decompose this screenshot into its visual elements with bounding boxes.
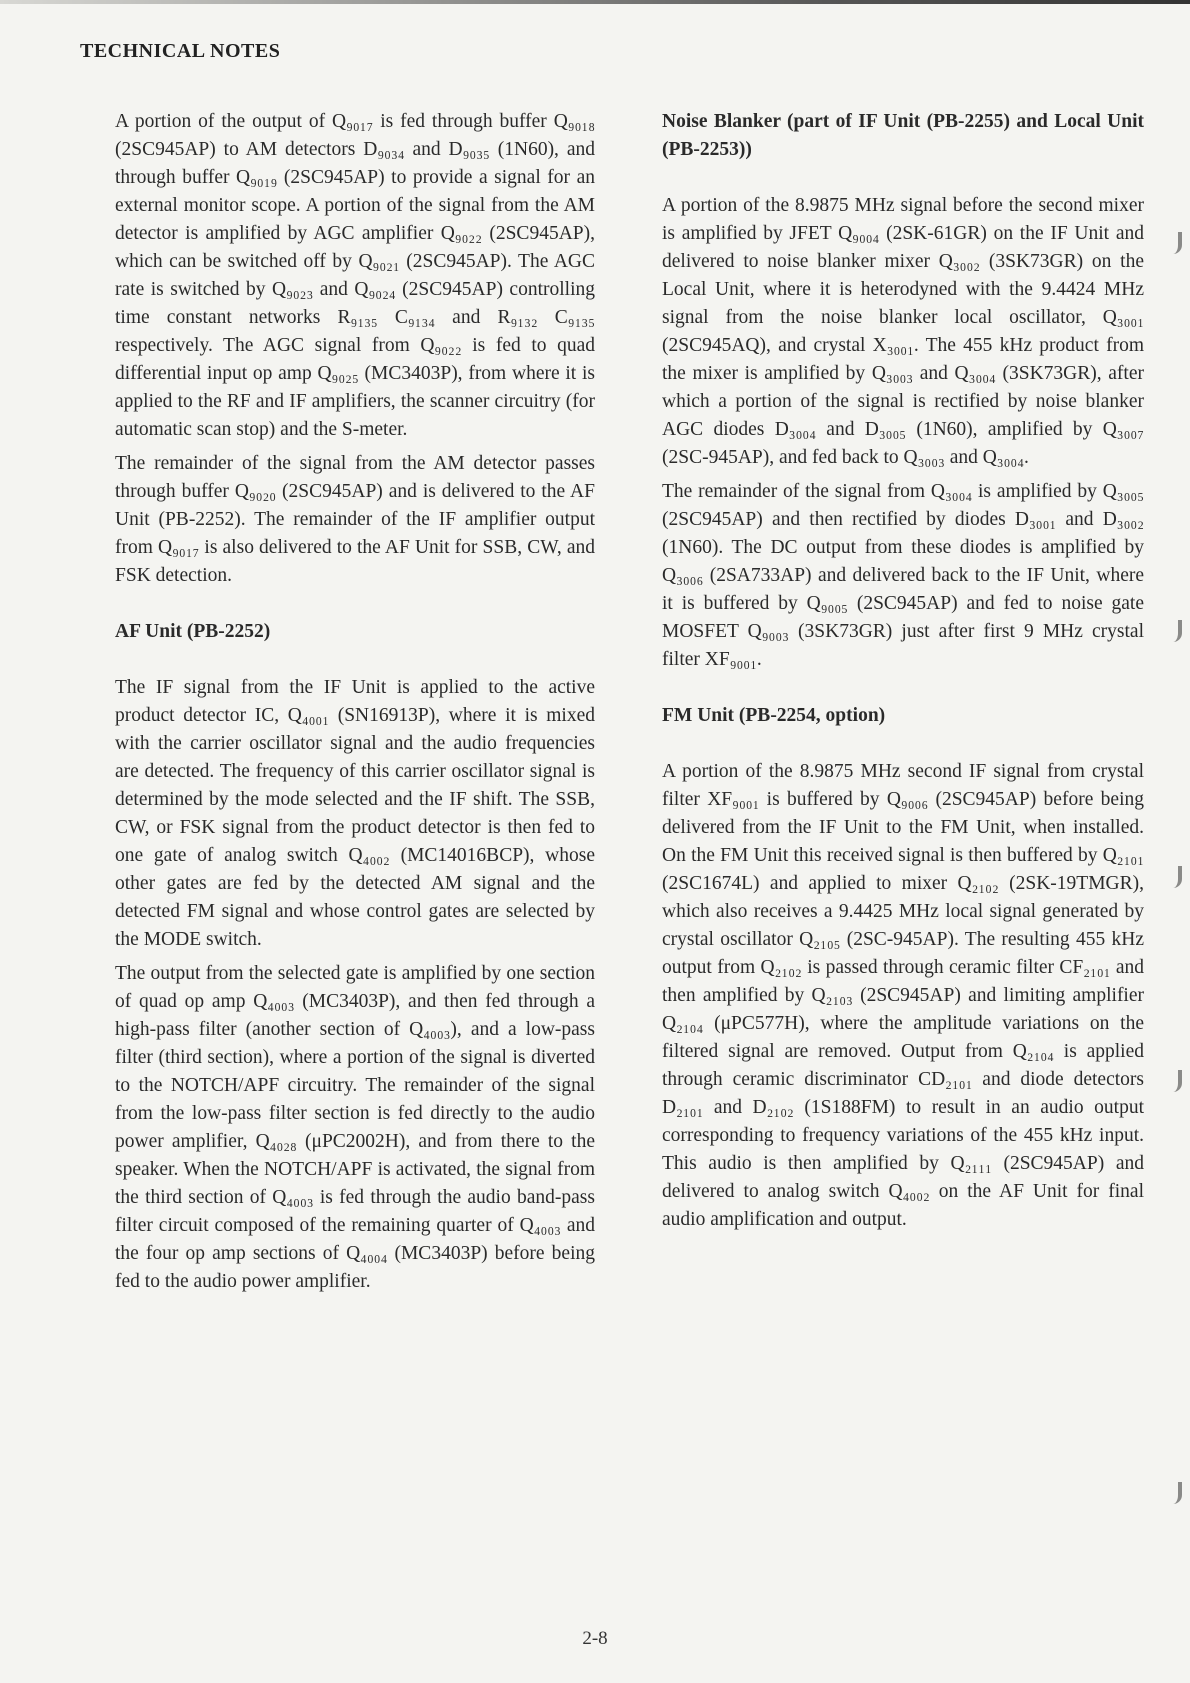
- right-column: [662, 108, 1144, 1240]
- page-number: 2-8: [582, 1628, 608, 1649]
- paragraph: The remainder of the signal from Q₃₀₀₄ is amplified by Q₃₀₀₅ (2SC945AP) and then rectified by diodes D₃₀₀₁ and D₃₀₀₂ (1N60). The DC output from these diodes is amplified by Q₃₀₀₆ (2SA733AP) and delivered back to the IF Unit, where it is buffered by Q₉₀₀₅ (2SC945AP) and fed to noise gate MOSFET Q₉₀₀₃ (3SK73GR) just after first 9 MHz crystal filter XF₉₀₀₁.: [662, 481, 1144, 670]
- spacer: [115, 646, 595, 674]
- spacer: [662, 680, 1144, 702]
- paragraph: The output from the selected gate is amplified by one section of quad op amp Q₄₀₀₃ (MC3403P), and then fed through a high-pass filter (another section of Q₄₀₀₃), and a low-pass filter (third section), where a portion of the signal is diverted to the NOTCH/APF circuitry. The remainder of the signal from the low-pass filter section is fed directly to the audio power amplifier, Q₄₀₂₈ (μPC2002H), and from there to the speaker. When the NOTCH/APF is activated, the signal from the third section of Q₄₀₀₃ is fed through the audio band-pass filter circuit composed of the remaining quarter of Q₄₀₀₃ and the four op amp sections of Q₄₀₀₄ (MC3403P) before being fed to the audio power amplifier.: [115, 963, 595, 1292]
- paragraph: A portion of the 8.9875 MHz signal before the second mixer is amplified by JFET Q₉₀₀₄ (2SK-61GR) on the IF Unit and delivered to noise blanker mixer Q₃₀₀₂ (3SK73GR) on the Local Unit, where it is heterodyned with the 9.4424 MHz signal from the noise blanker local oscillator, Q₃₀₀₁ (2SC945AQ), and crystal X₃₀₀₁. The 455 kHz product from the mixer is amplified by Q₃₀₀₃ and Q₃₀₀₄ (3SK73GR), after which a portion of the signal is rectified by noise blanker AGC diodes D₃₀₀₄ and D₃₀₀₅ (1N60), amplified by Q₃₀₀₇ (2SC-945AP), and fed back to Q₃₀₀₃ and Q₃₀₀₄.: [662, 195, 1144, 468]
- section-heading-af-unit: AF Unit (PB-2252): [115, 621, 271, 642]
- section-heading-noise-blanker: Noise Blanker (part of IF Unit (PB-2255) and Local Unit (PB-2253)): [662, 111, 1144, 160]
- page-header: TECHNICAL NOTES: [80, 40, 281, 62]
- spacer: [115, 596, 595, 618]
- paragraph: The IF signal from the IF Unit is applied to the active product detector IC, Q₄₀₀₁ (SN16913P), where it is mixed with the carrier oscillator signal and the audio frequencies are detected. The frequency of this carrier oscillator signal is determined by the mode selected and the IF shift. The SSB, CW, or FSK signal from the product detector is then fed to one gate of analog switch Q₄₀₀₂ (MC14016BCP), whose other gates are fed by the detected AM signal and the detected FM signal and whose control gates are selected by the MODE switch.: [115, 677, 595, 950]
- paragraph: The remainder of the signal from the AM detector passes through buffer Q₉₀₂₀ (2SC945AP) and is delivered to the AF Unit (PB-2252). The remainder of the IF amplifier output from Q₉₀₁₇ is also delivered to the AF Unit for SSB, CW, and FSK detection.: [115, 453, 595, 586]
- spacer: [662, 730, 1144, 758]
- top-rule: [0, 0, 1190, 4]
- paragraph: A portion of the output of Q₉₀₁₇ is fed through buffer Q₉₀₁₈ (2SC945AP) to AM detectors D₉₀₃₄ and D₉₀₃₅ (1N60), and through buffer Q₉₀₁₉ (2SC945AP) to provide a signal for an external monitor scope. A portion of the signal from the AM detector is amplified by AGC amplifier Q₉₀₂₂ (2SC945AP), which can be switched off by Q₉₀₂₁ (2SC945AP). The AGC rate is switched by Q₉₀₂₃ and Q₉₀₂₄ (2SC945AP) controlling time constant networks R₉₁₃₅ C₉₁₃₄ and R₉₁₃₂ C₉₁₃₅ respectively. The AGC signal from Q₉₀₂₂ is fed to quad differential input op amp Q₉₀₂₅ (MC3403P), from where it is applied to the RF and IF amplifiers, the scanner circuitry (for automatic scan stop) and the S-meter.: [115, 111, 595, 440]
- binding-hole-mark: [1164, 1482, 1182, 1504]
- binding-hole-mark: [1164, 620, 1182, 642]
- spacer: [662, 164, 1144, 192]
- binding-hole-mark: [1164, 1070, 1182, 1092]
- paragraph: A portion of the 8.9875 MHz second IF signal from crystal filter XF₉₀₀₁ is buffered by Q₉₀₀₆ (2SC945AP) before being delivered from the IF Unit to the FM Unit, when installed. On the FM Unit this received signal is then buffered by Q₂₁₀₁ (2SC1674L) and applied to mixer Q₂₁₀₂ (2SK-19TMGR), which also receives a 9.4425 MHz local signal generated by crystal oscillator Q₂₁₀₅ (2SC-945AP). The resulting 455 kHz output from Q₂₁₀₂ is passed through ceramic filter CF₂₁₀₁ and then amplified by Q₂₁₀₃ (2SC945AP) and limiting amplifier Q₂₁₀₄ (μPC577H), where the amplitude variations on the filtered signal are removed. Output from Q₂₁₀₄ is applied through ceramic discriminator CD₂₁₀₁ and diode detectors D₂₁₀₁ and D₂₁₀₂ (1S188FM) to result in an audio output corresponding to frequency variations of the 455 kHz input. This audio is then amplified by Q₂₁₁₁ (2SC945AP) and delivered to analog switch Q₄₀₀₂ on the AF Unit for final audio amplification and output.: [662, 761, 1144, 1230]
- section-heading-fm-unit: FM Unit (PB-2254, option): [662, 705, 886, 726]
- binding-hole-mark: [1164, 866, 1182, 888]
- binding-hole-mark: [1164, 232, 1182, 254]
- left-column: [115, 108, 595, 1302]
